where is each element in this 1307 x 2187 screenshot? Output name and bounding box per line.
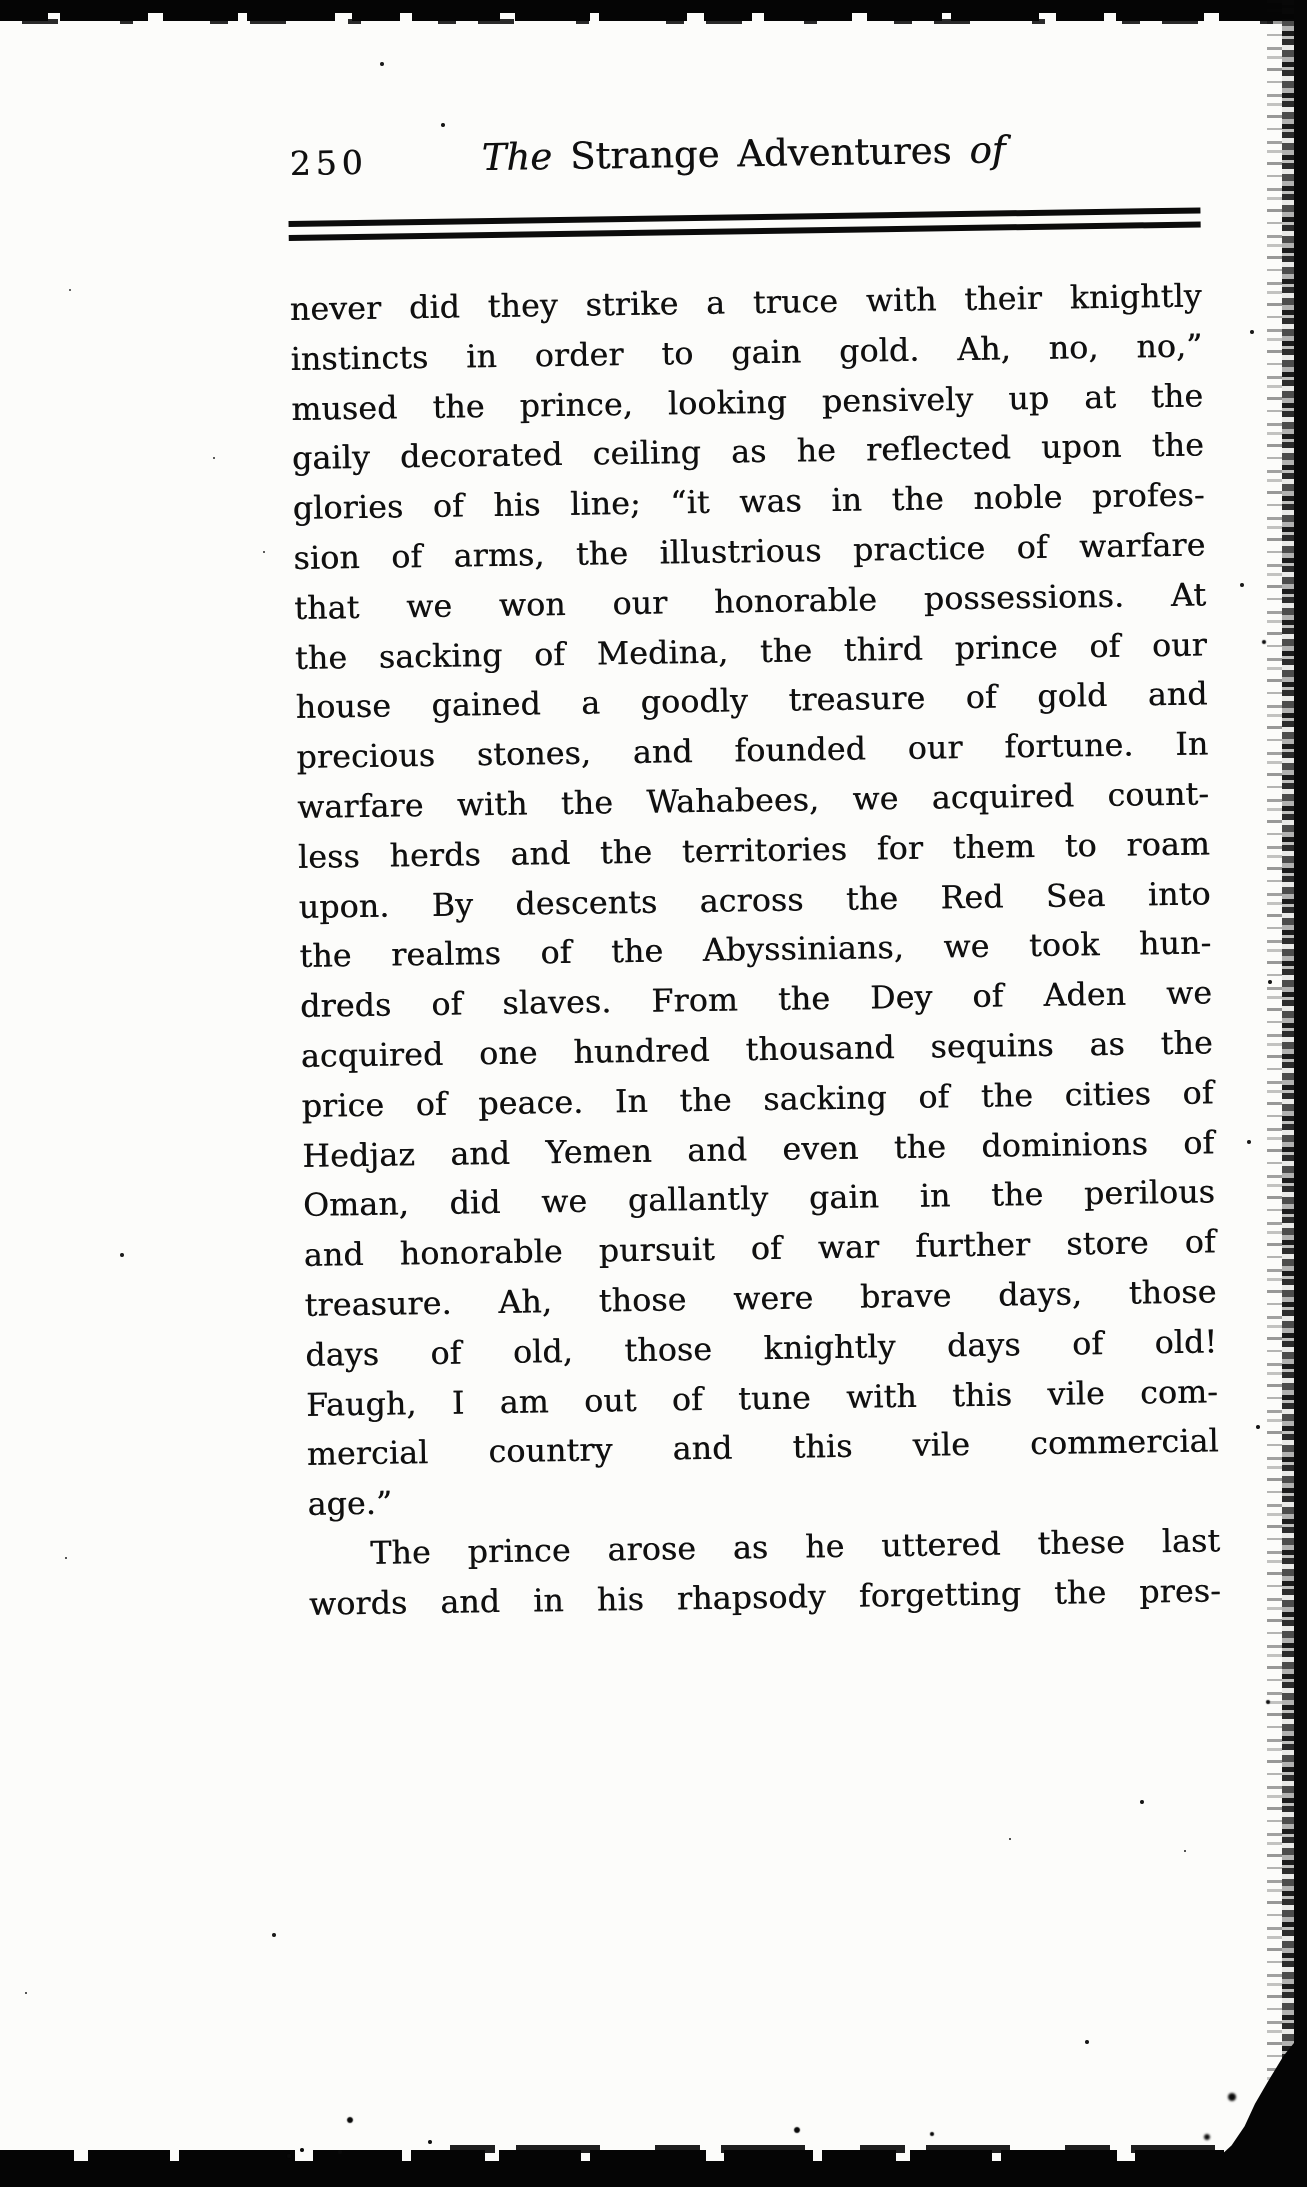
text-line: Oman, did we gallantly gain in the perilous xyxy=(302,1174,1216,1225)
text-line: treasure. Ah, those were brave days, those xyxy=(304,1274,1217,1324)
top-scan-edge-ragged-2 xyxy=(0,19,1307,24)
text-line: dreds of slaves. From the Dey of Aden we xyxy=(299,975,1213,1026)
text-line: Hedjaz and Yemen and even the dominions of xyxy=(302,1124,1215,1175)
page-content xyxy=(287,106,1222,1679)
text-line: warfare with the Wahabees, we acquired count- xyxy=(296,776,1210,826)
text-line: upon. By descents across the Red Sea into xyxy=(298,875,1211,926)
right-scan-edge-speckle-inner xyxy=(1282,0,1294,2187)
text-line: mercial country and this vile commercial xyxy=(306,1423,1219,1474)
top-scan-edge-band xyxy=(0,0,1307,13)
text-line: the realms of the Abyssinians, we took hun- xyxy=(299,925,1212,976)
bottom-scan-edge-band xyxy=(0,2161,1307,2187)
running-title-word-main: Strange Adventures xyxy=(569,129,952,178)
page-header xyxy=(287,106,1200,190)
running-title-word-the: The xyxy=(481,135,553,180)
text-line: acquired one hundred thousand sequins as the xyxy=(300,1025,1214,1075)
text-line: house gained a goodly treasure of gold and xyxy=(295,676,1208,727)
text-line: and honorable pursuit of war further store of xyxy=(303,1224,1217,1275)
running-title xyxy=(287,128,1199,183)
text-line: Faugh, I am out of tune with this vile com- xyxy=(305,1373,1219,1424)
text-line-paragraph-start: The prince arose as he uttered these last xyxy=(370,1523,1221,1572)
header-double-rule xyxy=(288,207,1200,241)
text-line: that we won our honorable possessions. At xyxy=(293,577,1207,627)
text-line: less herds and the territories for them to roam xyxy=(297,826,1211,876)
ink-specks xyxy=(0,0,4,4)
right-scan-edge-speckle-outer xyxy=(1267,0,1282,2187)
text-line: price of peace. In the sacking of the cities of xyxy=(301,1075,1214,1125)
text-line: gaily decorated ceiling as he reflected upon the xyxy=(291,427,1205,478)
text-line: precious stones, and founded our fortune. In xyxy=(296,726,1209,777)
page-number: 250 xyxy=(289,142,368,183)
text-line: never did they strike a truce with their knightly xyxy=(289,278,1202,328)
text-line: mused the prince, looking pensively up at the xyxy=(291,378,1204,428)
body-text xyxy=(289,272,1221,1630)
text-line-paragraph-end: age.” xyxy=(307,1485,393,1523)
text-line: glories of his line; “it was in the noble profes- xyxy=(292,477,1205,528)
text-line: days of old, those knightly days of old! xyxy=(305,1324,1218,1374)
text-line: the sacking of Medina, the third prince of our xyxy=(294,626,1208,677)
text-line: sion of arms, the illustrious practice of warfare xyxy=(293,527,1206,577)
text-line: words and in his rhapsody forgetting the pres- xyxy=(308,1573,1222,1623)
text-line: instincts in order to gain gold. Ah, no, no,” xyxy=(290,328,1203,378)
running-title-word-of: of xyxy=(969,128,1006,172)
right-scan-edge-band xyxy=(1294,0,1307,2187)
